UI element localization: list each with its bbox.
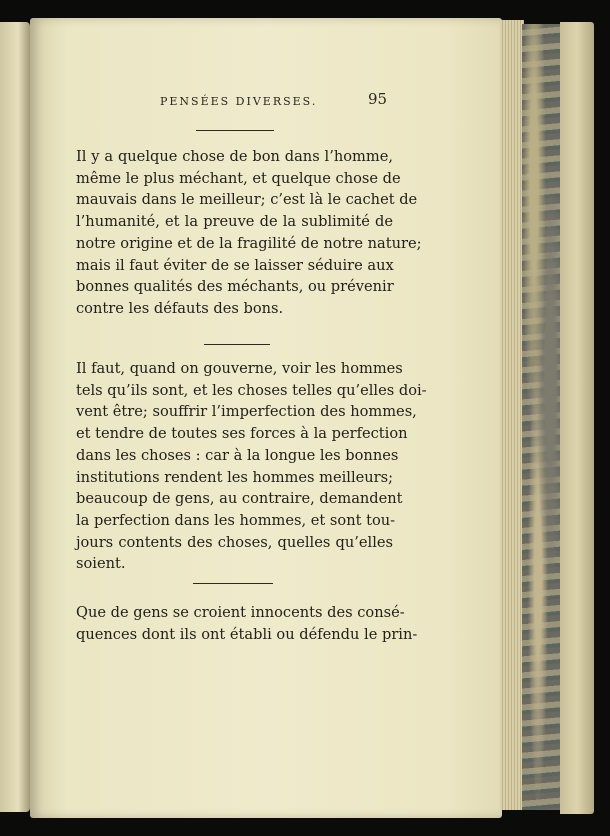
text-line: notre origine et de la fragilité de notre nature; [76,234,422,252]
paragraph-3 [76,602,418,645]
header-rule [196,130,274,131]
marbled-cover-edge [522,24,562,810]
text-line: soient. [76,555,126,573]
text-line: et tendre de toutes ses forces à la perfection [76,425,408,443]
page-header [120,90,490,114]
paragraph-2 [76,358,427,575]
text-line: dans les choses : car à la longue les bonnes [76,446,399,464]
text-line: mauvais dans le meilleur; c’est là le cachet de [76,191,418,209]
page-edges [500,20,524,810]
section-divider [193,583,273,584]
text-line: Il y a quelque chose de bon dans l’homme, [76,148,393,165]
text-line: tels qu’ils sont, et les choses telles qu’elles doi- [76,381,427,399]
text-line: beaucoup de gens, au contraire, demandent [76,490,403,508]
text-line: Il faut, quand on gouverne, voir les hommes [76,360,403,377]
page-number: 95 [368,90,388,108]
running-title: PENSÉES DIVERSES. [160,95,318,108]
text-line: jours contents des choses, quelles qu’elles [76,533,393,551]
paragraph-1 [76,146,422,320]
text-line: vent être; souffrir l’imperfection des hommes, [76,403,417,421]
text-line: bonnes qualités des méchants, ou prévenir [76,278,394,296]
section-divider [204,344,270,345]
text-line: institutions rendent les hommes meilleurs; [76,468,394,486]
text-line: mais il faut éviter de se laisser séduire aux [76,256,394,274]
text-line: la perfection dans les hommes, et sont tou- [76,511,396,529]
text-line: contre les défauts des bons. [76,299,284,317]
facing-page-edge [0,22,30,812]
text-line: Que de gens se croient innocents des consé- [76,604,405,621]
text-line: même le plus méchant, et quelque chose de [76,169,401,187]
text-line: quences dont ils ont établi ou défendu le prin- [76,625,418,643]
text-line: l’humanité, et la preuve de la sublimité de [76,213,393,231]
book-board [560,22,594,814]
